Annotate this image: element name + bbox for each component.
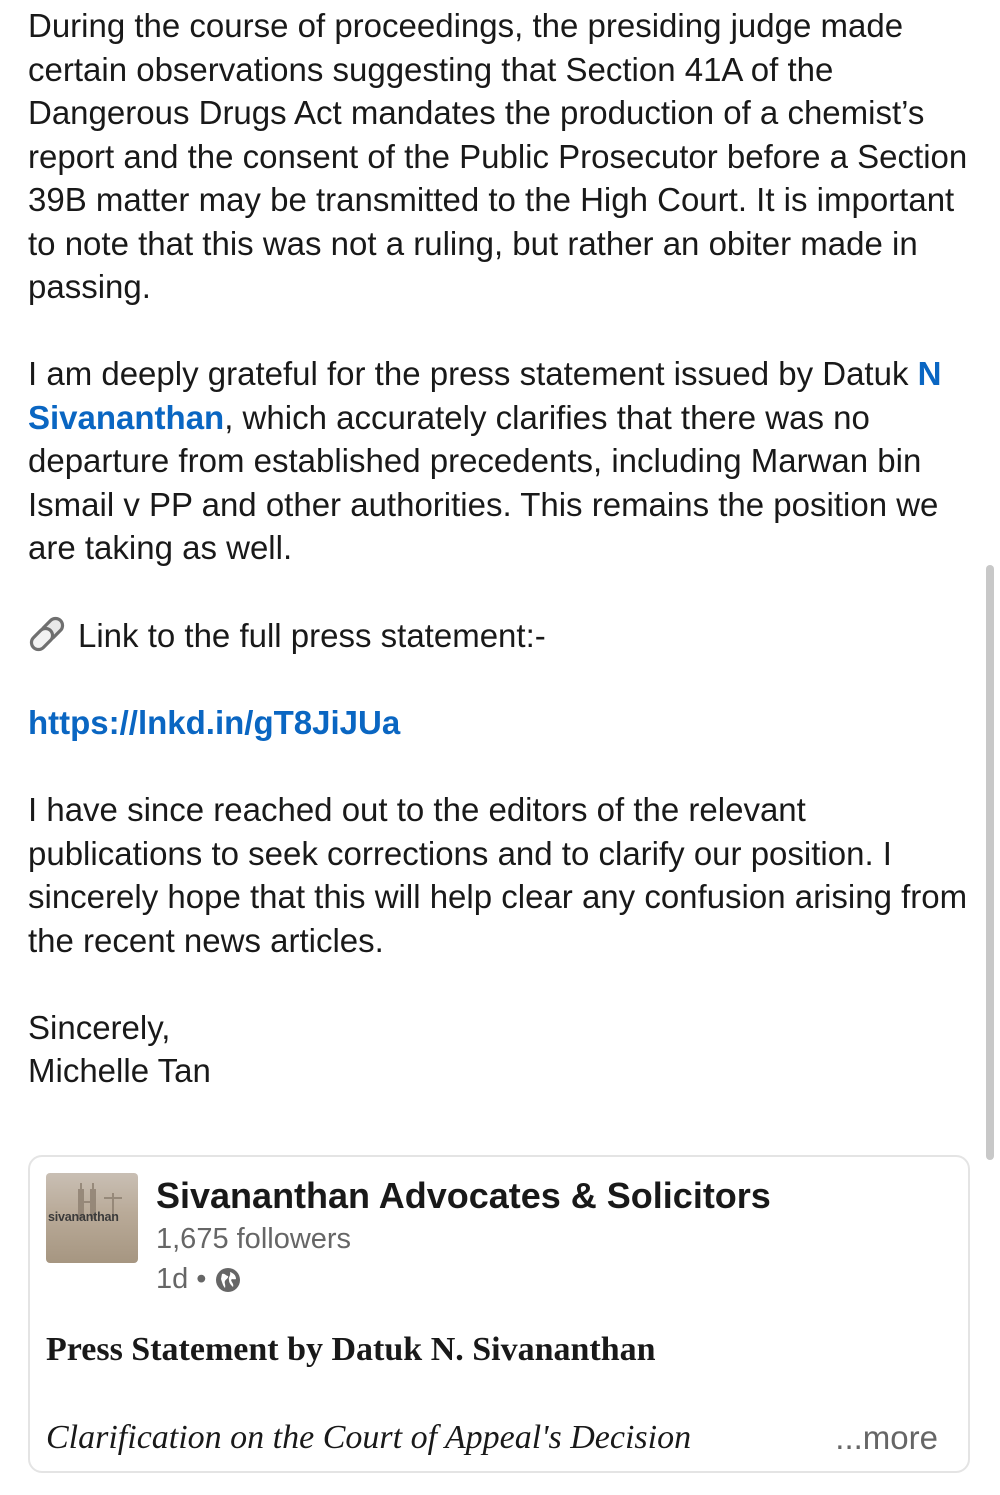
post-body	[28, 4, 978, 1093]
post-text: , which accurately clarifies that there was no departure from established precedents, including Marwan bin Ismail v PP and other authorities. This remains the position we are taking as well.	[28, 398, 939, 566]
see-more-button[interactable]: ...more	[835, 1419, 938, 1456]
logo-text: sivananthan	[48, 1210, 119, 1224]
post-age: 1d	[156, 1263, 189, 1295]
post-signature-block	[28, 1006, 978, 1093]
post-meta	[156, 1263, 242, 1296]
towers-icon	[56, 1183, 126, 1233]
post-paragraph: I have since reached out to the editors of the relevant publications to seek corrections and to clarify our position. I sincerely hope that this will help clear any confusion arising from the recent news articles.	[28, 791, 968, 959]
link-intro-text: Link to the full press statement:-	[78, 617, 546, 654]
scrollbar[interactable]	[986, 565, 994, 1160]
follower-count: 1,675 followers	[156, 1223, 352, 1255]
signature: Michelle Tan	[28, 1052, 211, 1089]
company-logo[interactable]	[46, 1173, 138, 1263]
press-statement-link[interactable]: https://lnkd.in/gT8JiJUa	[28, 704, 401, 741]
link-intro-line	[28, 613, 978, 658]
globe-icon	[214, 1266, 242, 1294]
post-paragraph	[28, 352, 978, 570]
company-name[interactable]: Sivananthan Advocates & Solicitors	[156, 1175, 771, 1216]
meta-separator: •	[196, 1263, 207, 1295]
card-subtitle: Clarification on the Court of Appeal's Decision	[46, 1419, 692, 1456]
mention-n-sivananthan[interactable]: N Sivananthan	[28, 355, 942, 436]
link-line	[28, 701, 978, 745]
post-paragraph: During the course of proceedings, the presiding judge made certain observations suggesting that Section 41A of the Dangerous Drugs Act mandates the production of a chemist’s report and the consent of the Public Prosecutor before a Section 39B matter may be transmitted to the High Court. It is important to note that this was not a ruling, but rather an obiter made in passing.	[28, 7, 968, 305]
shared-post-card[interactable]	[28, 1155, 970, 1473]
card-title: Press Statement by Datuk N. Sivananthan	[46, 1331, 656, 1368]
post-text: I am deeply grateful for the press statement issued by Datuk	[28, 355, 918, 392]
signoff: Sincerely,	[28, 1008, 171, 1046]
link-icon	[28, 613, 74, 653]
